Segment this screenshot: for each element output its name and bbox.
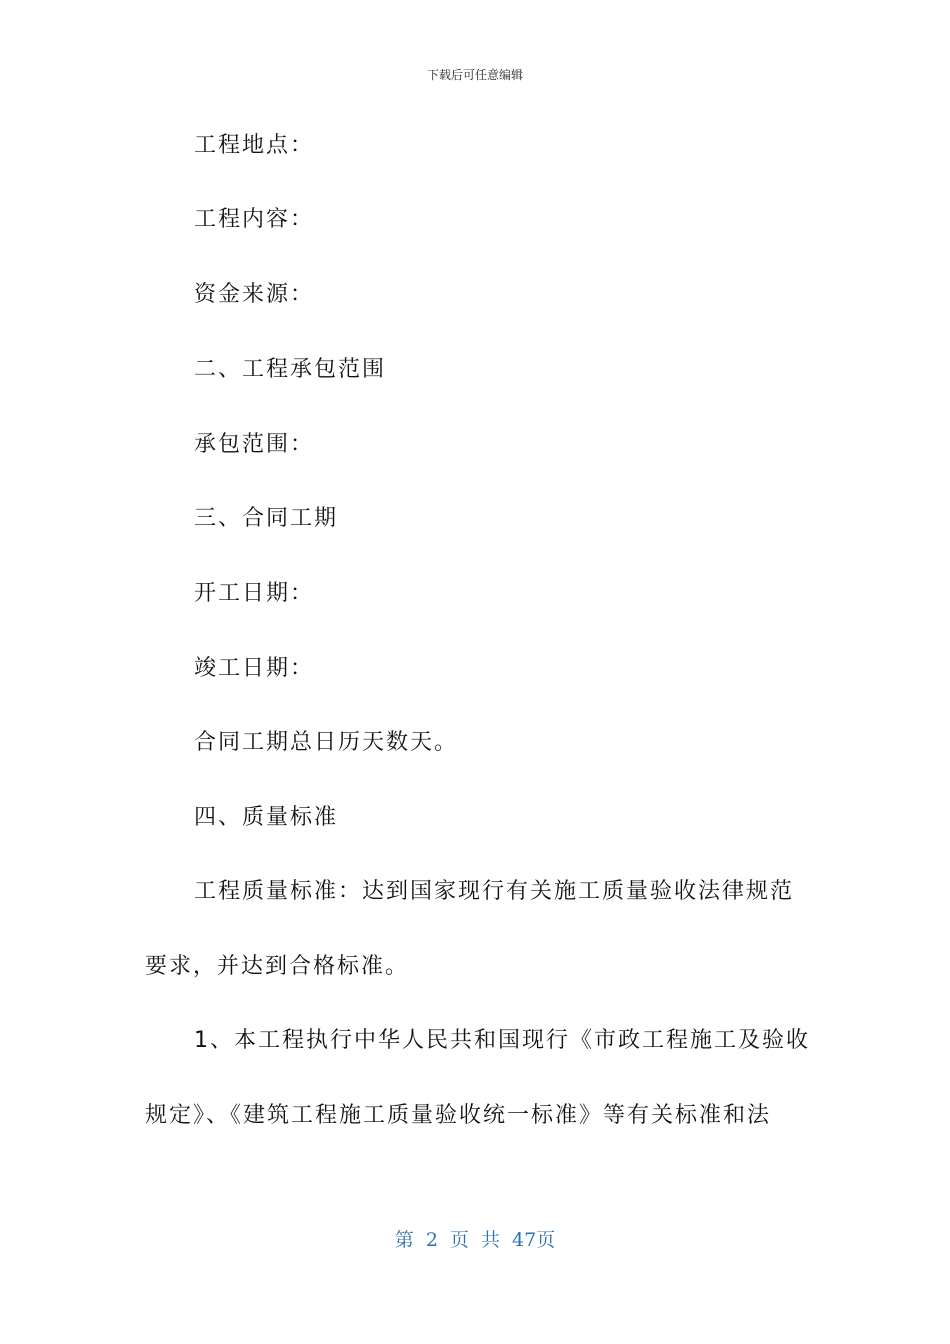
start-date-line: 开工日期： <box>194 581 315 606</box>
funding-source-line: 资金来源： <box>194 282 315 307</box>
section-3-heading: 三、合同工期 <box>194 506 339 531</box>
project-content-line: 工程内容： <box>194 207 315 232</box>
completion-date-line: 竣工日期： <box>194 656 315 681</box>
total-days-line: 合同工期总日历天数天。 <box>194 730 459 755</box>
project-location-line: 工程地点： <box>194 133 315 158</box>
quality-standard-continuation: 要求，并达到合格标准。 <box>145 954 410 979</box>
page-footer: 第 2 页 共 47页 <box>394 1229 556 1251</box>
clause-1-continuation: 规定》、《建筑工程施工质量验收统一标准》等有关标准和法 <box>145 1103 772 1128</box>
header-note: 下载后可任意编辑 <box>426 68 523 82</box>
section-2-heading: 二、工程承包范围 <box>194 357 387 382</box>
clause-1-line: 1、本工程执行中华人民共和国现行《市政工程施工及验收 <box>194 1028 810 1053</box>
section-4-heading: 四、质量标准 <box>194 805 339 830</box>
contract-scope-line: 承包范围： <box>194 432 315 457</box>
quality-standard-line: 工程质量标准：达到国家现行有关施工质量验收法律规范 <box>194 879 795 904</box>
